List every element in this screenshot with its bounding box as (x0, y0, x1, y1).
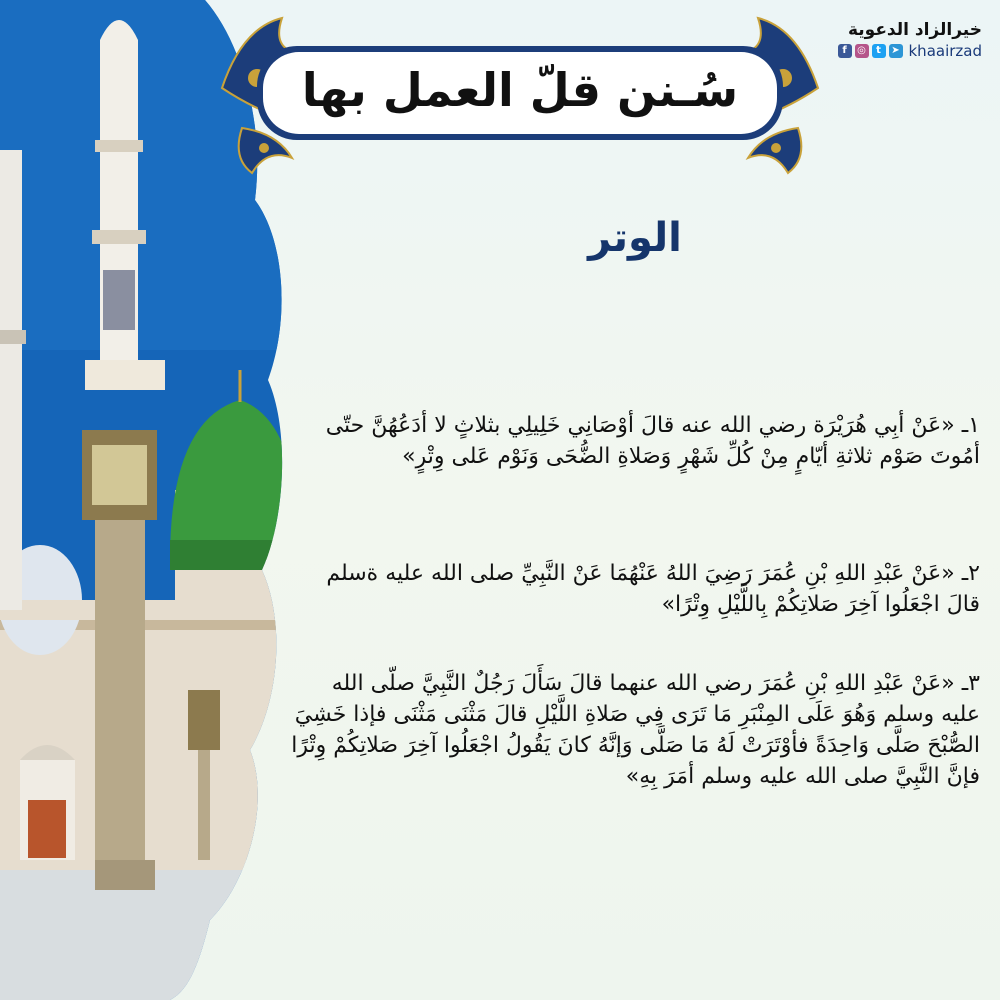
telegram-icon[interactable]: ➤ (889, 44, 903, 58)
hadith-3 (290, 668, 980, 792)
brand-name: خيرالزاد الدعوية (847, 20, 982, 40)
hadith-1 (290, 410, 980, 472)
hadith-2 (290, 558, 980, 620)
hadith-2-text: ٢ـ «عَنْ عَبْدِ اللهِ بْنِ عُمَرَ رَضِيَ اللهُ عَنْهُمَا عَنْ النَّبِيِّ صلى الله عليه ةسلم قالَ اجْعَلُوا آخِرَ صَلاتِكُمْ بِاللَّيْلِ وِتْرًا» (326, 561, 980, 617)
instagram-icon[interactable]: ◎ (855, 44, 869, 58)
banner-title: سُـنن قلّ العمل بها (301, 63, 739, 117)
brand-social-row (782, 42, 982, 60)
page-subtitle: الوتر (588, 215, 682, 261)
facebook-icon[interactable]: f (838, 44, 852, 58)
brand-header (782, 20, 982, 60)
title-banner (212, 8, 828, 176)
brand-handle[interactable]: khaairzad (908, 42, 982, 60)
twitter-icon[interactable]: t (872, 44, 886, 58)
hadith-3-text: ٣ـ «عَنْ عَبْدِ اللهِ بْنِ عُمَرَ رضي الله عنهما قالَ سَأَلَ رَجُلٌ النَّبِيَّ صلّى الله عليه وسلم وَهُوَ عَلَى المِنْبَرِ مَا تَرَى فِي صَلاةِ اللَّيْلِ قالَ مَثْنَى مَثْنَى فإذا خَشِيَ الصُّبْحَ صَلَّى وَاحِدَةً فأوْتَرَتْ لَهُ مَا صَلَّى وَإنَّهُ كانَ يَقُولُ اجْعَلُوا آخِرَ صَلاتِكُمْ وِتْرًا فإنَّ النَّبِيَّ صلى الله عليه وسلم أمَرَ بِهِ» (291, 671, 980, 789)
hadith-1-text: ١ـ «عَنْ أبِي هُرَيْرَة رضي الله عنه قالَ أوْصَانِي خَلِيلِي بثلاثٍ لا أدَعُهُنَّ حتّى أمُوتَ صَوْم ثلاثةِ أيّامٍ مِنْ كُلِّ شَهْرٍ وَصَلاةِ الضُّحَى وَنَوْم عَلى وِتْرٍ» (325, 413, 980, 469)
